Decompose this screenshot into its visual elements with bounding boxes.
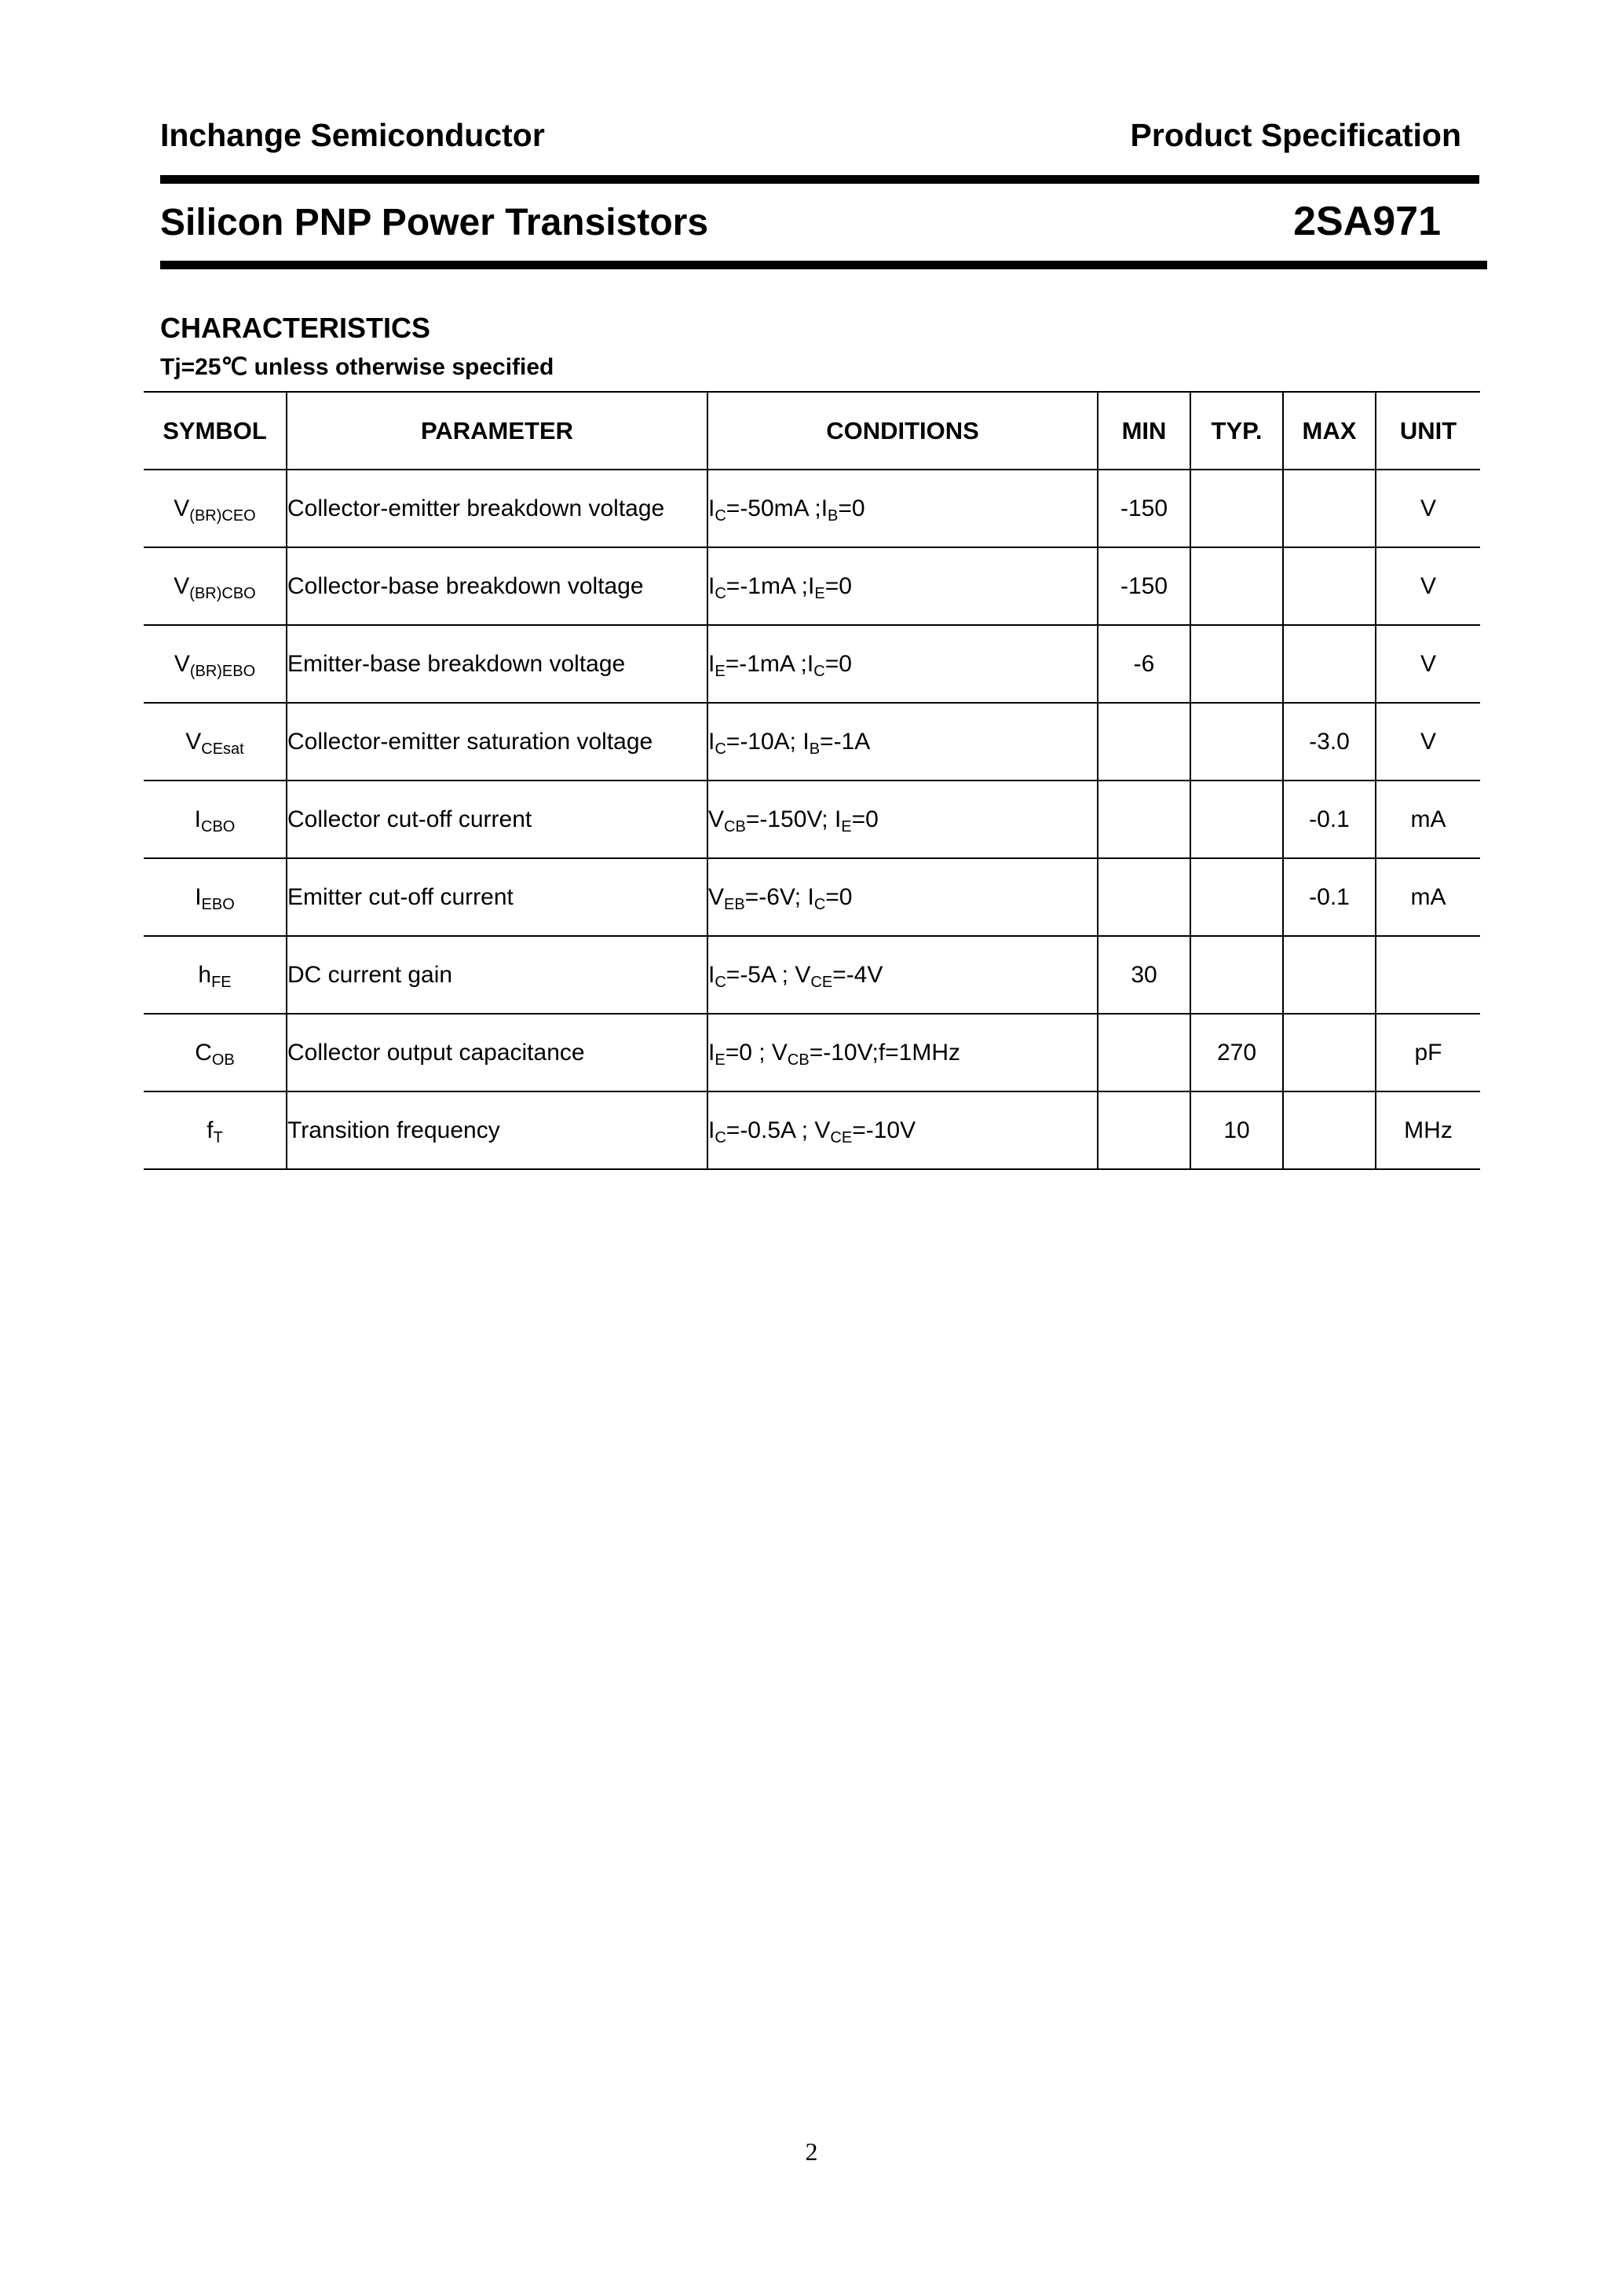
table-row <box>144 1091 1480 1169</box>
text-segment: V <box>174 572 190 599</box>
text-segment: =0 <box>851 806 879 832</box>
company-name: Inchange Semiconductor <box>160 117 545 153</box>
cell-min <box>1098 1014 1190 1091</box>
header-max: MAX <box>1283 392 1376 470</box>
text-segment: I <box>194 806 201 832</box>
subscript: E <box>715 1051 726 1069</box>
page-number: 2 <box>805 2137 818 2166</box>
cell-unit: mA <box>1376 858 1480 936</box>
text-segment: =-4V <box>832 961 883 988</box>
cell-symbol <box>144 858 287 936</box>
cell-max <box>1283 1091 1376 1169</box>
subscript: CB <box>724 817 746 835</box>
text-segment: =-0.5A ; V <box>726 1117 831 1143</box>
cell-conditions <box>707 547 1098 625</box>
text-segment: =0 <box>824 572 852 599</box>
cell-typ <box>1190 547 1283 625</box>
cell-min <box>1098 703 1190 781</box>
text-segment: V <box>708 883 725 910</box>
cell-max <box>1283 1014 1376 1091</box>
text-segment: f <box>207 1117 214 1143</box>
subscript: C <box>813 895 826 913</box>
characteristics-table <box>144 391 1480 1170</box>
text-segment: V <box>185 728 202 755</box>
table-row <box>144 781 1480 858</box>
subscript: C <box>715 973 726 991</box>
text-segment: C <box>195 1039 212 1066</box>
text-segment: I <box>708 961 715 988</box>
cell-min <box>1098 858 1190 936</box>
header-rule-bottom <box>160 261 1487 269</box>
table-row <box>144 936 1480 1014</box>
cell-min: -6 <box>1098 625 1190 703</box>
cell-conditions <box>707 1014 1098 1091</box>
subscript: C <box>715 506 726 525</box>
table-header-row <box>144 392 1480 470</box>
subscript: FE <box>211 973 232 991</box>
part-number: 2SA971 <box>1293 199 1441 244</box>
cell-unit: mA <box>1376 781 1480 858</box>
cell-typ: 270 <box>1190 1014 1283 1091</box>
cell-symbol <box>144 1014 287 1091</box>
cell-unit <box>1376 936 1480 1014</box>
text-segment: I <box>708 1117 715 1143</box>
text-segment: =-1A <box>820 728 871 755</box>
cell-min <box>1098 1091 1190 1169</box>
subscript: C <box>715 1128 726 1146</box>
cell-unit: V <box>1376 547 1480 625</box>
cell-parameter: DC current gain <box>287 936 707 1014</box>
subscript: C <box>715 584 726 602</box>
cell-symbol <box>144 625 287 703</box>
document-type: Product Specification <box>1130 117 1461 153</box>
cell-min: -150 <box>1098 547 1190 625</box>
text-segment: V <box>174 495 190 521</box>
subscript: C <box>813 662 825 680</box>
subscript: B <box>828 506 839 525</box>
text-segment: =-10V;f=1MHz <box>809 1039 961 1066</box>
cell-typ <box>1190 470 1283 547</box>
cell-max <box>1283 470 1376 547</box>
text-segment: I <box>708 728 715 755</box>
text-segment: =-150V; I <box>745 806 842 832</box>
text-segment: =-1mA ;I <box>726 572 815 599</box>
table-row <box>144 547 1480 625</box>
text-segment: h <box>198 961 212 988</box>
cell-conditions <box>707 781 1098 858</box>
text-segment: I <box>708 495 715 521</box>
text-segment: =-1mA ;I <box>725 650 814 677</box>
cell-conditions <box>707 625 1098 703</box>
cell-min: 30 <box>1098 936 1190 1014</box>
table-row <box>144 703 1480 781</box>
cell-symbol <box>144 470 287 547</box>
subscript: E <box>841 817 852 835</box>
text-segment: =0 <box>838 495 865 521</box>
subscript: C <box>715 740 726 758</box>
subscript: OB <box>211 1051 235 1069</box>
document-title: Silicon PNP Power Transistors <box>160 202 709 243</box>
section-note: Tj=25℃ unless otherwise specified <box>160 354 554 380</box>
cell-max <box>1283 936 1376 1014</box>
subscript: CB <box>787 1051 810 1069</box>
header-min: MIN <box>1098 392 1190 470</box>
header-symbol: SYMBOL <box>144 392 287 470</box>
subscript: CBO <box>201 817 236 835</box>
text-segment: I <box>708 1039 715 1066</box>
subscript: T <box>213 1128 223 1146</box>
cell-typ <box>1190 858 1283 936</box>
cell-max: -0.1 <box>1283 858 1376 936</box>
table-row <box>144 858 1480 936</box>
header-typ: TYP. <box>1190 392 1283 470</box>
table-row <box>144 470 1480 547</box>
cell-conditions <box>707 1091 1098 1169</box>
subscript: EBO <box>201 895 235 913</box>
cell-max <box>1283 547 1376 625</box>
cell-symbol <box>144 547 287 625</box>
cell-parameter: Collector-emitter saturation voltage <box>287 703 707 781</box>
cell-max: -0.1 <box>1283 781 1376 858</box>
cell-unit: V <box>1376 625 1480 703</box>
cell-unit: V <box>1376 703 1480 781</box>
subscript: EB <box>724 895 745 913</box>
text-segment: V <box>708 806 725 832</box>
cell-parameter: Collector cut-off current <box>287 781 707 858</box>
cell-parameter: Transition frequency <box>287 1091 707 1169</box>
cell-conditions <box>707 858 1098 936</box>
cell-min: -150 <box>1098 470 1190 547</box>
header-parameter: PARAMETER <box>287 392 707 470</box>
text-segment: I <box>708 650 715 677</box>
cell-conditions <box>707 703 1098 781</box>
cell-typ <box>1190 703 1283 781</box>
cell-min <box>1098 781 1190 858</box>
subscript: E <box>715 662 726 680</box>
subscript: CE <box>830 1128 853 1146</box>
cell-parameter: Emitter-base breakdown voltage <box>287 625 707 703</box>
table-row <box>144 625 1480 703</box>
subscript: CE <box>810 973 833 991</box>
cell-typ <box>1190 936 1283 1014</box>
subscript: (BR)CBO <box>189 584 256 602</box>
cell-max: -3.0 <box>1283 703 1376 781</box>
header-conditions: CONDITIONS <box>707 392 1098 470</box>
cell-unit: pF <box>1376 1014 1480 1091</box>
header-unit: UNIT <box>1376 392 1480 470</box>
text-segment: =-10A; I <box>726 728 810 755</box>
cell-conditions <box>707 936 1098 1014</box>
text-segment: I <box>708 572 715 599</box>
subscript: (BR)CEO <box>189 506 256 525</box>
section-title: CHARACTERISTICS <box>160 312 431 344</box>
text-segment: =-6V; I <box>744 883 814 910</box>
cell-conditions <box>707 470 1098 547</box>
cell-typ <box>1190 625 1283 703</box>
cell-typ: 10 <box>1190 1091 1283 1169</box>
text-segment: =-50mA ;I <box>726 495 828 521</box>
cell-parameter: Emitter cut-off current <box>287 858 707 936</box>
subscript: E <box>814 584 825 602</box>
text-segment: =0 ; V <box>725 1039 788 1066</box>
text-segment: V <box>174 650 190 677</box>
cell-typ <box>1190 781 1283 858</box>
cell-symbol <box>144 703 287 781</box>
subscript: B <box>809 740 821 758</box>
text-segment: =-10V <box>852 1117 916 1143</box>
cell-unit: V <box>1376 470 1480 547</box>
cell-parameter: Collector-emitter breakdown voltage <box>287 470 707 547</box>
cell-max <box>1283 625 1376 703</box>
subscript: (BR)EBO <box>189 662 256 680</box>
text-segment: =0 <box>824 650 852 677</box>
cell-symbol <box>144 1091 287 1169</box>
text-segment: =-5A ; V <box>726 961 811 988</box>
cell-unit: MHz <box>1376 1091 1480 1169</box>
cell-symbol <box>144 781 287 858</box>
text-segment: I <box>195 883 202 910</box>
cell-symbol <box>144 936 287 1014</box>
table-row <box>144 1014 1480 1091</box>
header-rule-top <box>160 175 1479 184</box>
subscript: CEsat <box>201 740 244 758</box>
cell-parameter: Collector output capacitance <box>287 1014 707 1091</box>
text-segment: =0 <box>825 883 853 910</box>
cell-parameter: Collector-base breakdown voltage <box>287 547 707 625</box>
